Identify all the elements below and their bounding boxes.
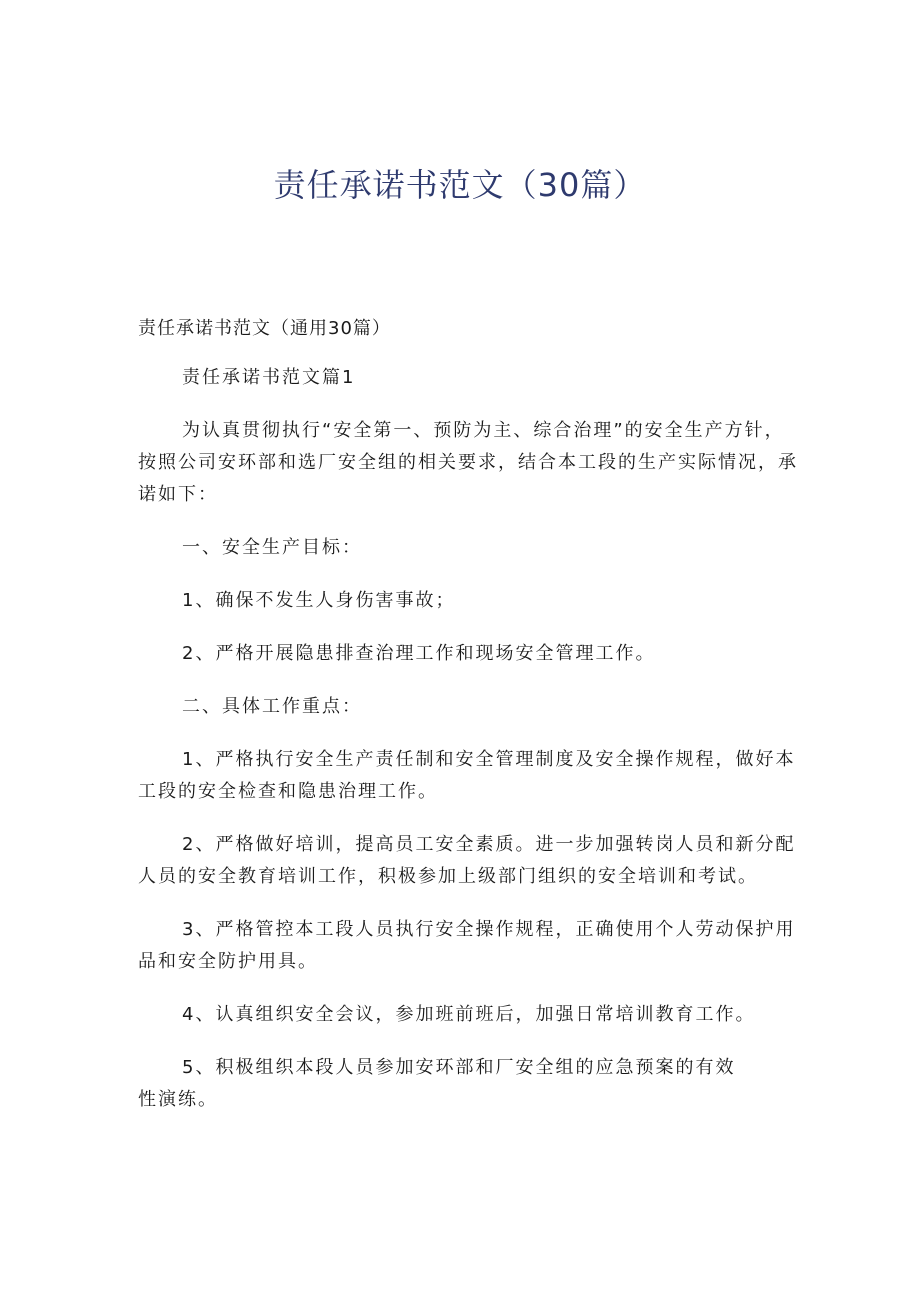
list-item-task-3: 3、严格管控本工段人员执行安全操作规程，正确使用个人劳动保护用品和安全防护用具。 [138,919,796,972]
list-item-goal-1: 1、确保不发生人身伤害事故； [182,590,456,611]
list-item-goal-2: 2、严格开展隐患排查治理工作和现场安全管理工作。 [182,643,656,664]
document-subtitle: 责任承诺书范文（通用30篇） [138,318,391,339]
paragraph-intro: 为认真贯彻执行“安全第一、预防为主、综合治理”的安全生产方针，按照公司安环部和选厂安全组的相关要求，结合本工段的生产实际情况，承诺如下： [138,420,798,505]
list-item-task-5-continued: 性演练。 [138,1089,218,1110]
list-item-task-2: 2、严格做好培训，提高员工安全素质。进一步加强转岗人员和新分配人员的安全教育培训工作，积极参加上级部门组织的安全培训和考试。 [138,834,796,887]
list-item-task-1: 1、严格执行安全生产责任制和安全管理制度及安全操作规程，做好本工段的安全检查和隐患治理工作。 [138,749,796,802]
list-item-task-4: 4、认真组织安全会议，参加班前班后，加强日常培训教育工作。 [182,1004,756,1025]
heading-safety-goals: 一、安全生产目标： [182,537,362,558]
document-title: 责任承诺书范文（30篇） [273,166,647,204]
heading-key-tasks: 二、具体工作重点： [182,696,362,717]
list-item-task-5: 5、积极组织本段人员参加安环部和厂安全组的应急预案的有效 [182,1057,736,1078]
section-heading: 责任承诺书范文篇1 [182,367,356,388]
document-body [138,362,798,1137]
